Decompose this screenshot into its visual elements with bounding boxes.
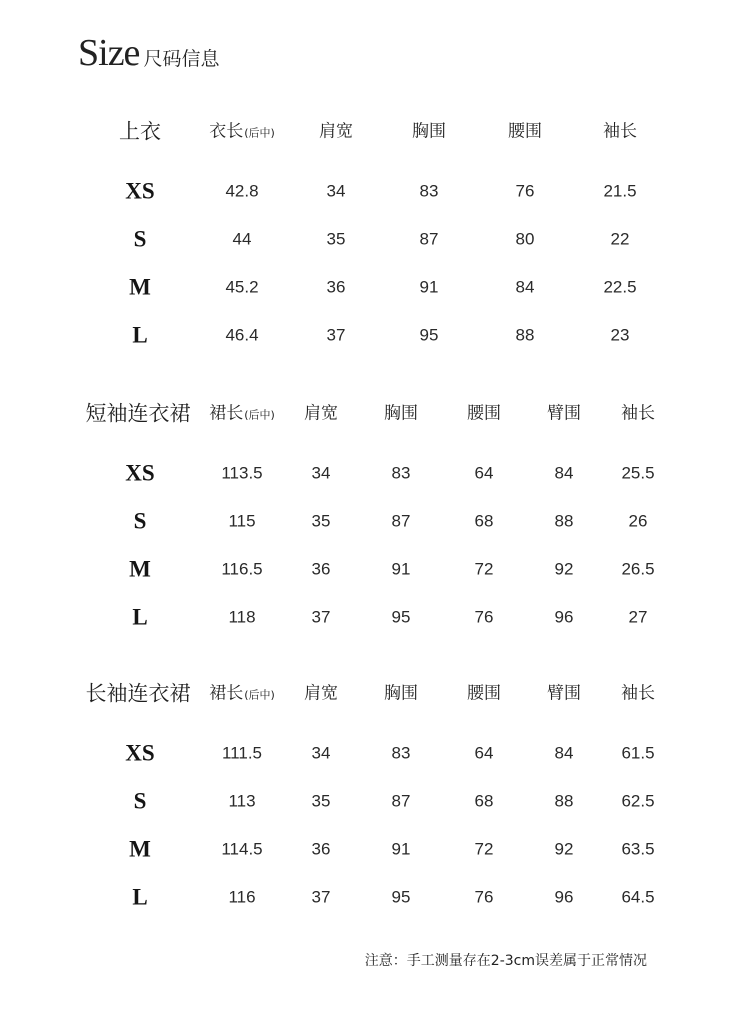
column-header-label: 腰围 — [467, 683, 501, 704]
column-header-label: 臂围 — [547, 683, 581, 704]
measurement-value: 36 — [311, 839, 331, 859]
measurement-value: 83 — [391, 743, 411, 763]
column-header — [304, 683, 338, 704]
measurement-value: 34 — [326, 181, 346, 201]
size-label: L — [132, 322, 148, 348]
size-label: L — [132, 604, 148, 630]
table-title: 短袖连衣裙 — [85, 401, 191, 426]
measurement-value: 72 — [474, 839, 494, 859]
column-header-note: (后中) — [244, 408, 275, 422]
column-header-label: 臂围 — [547, 403, 581, 424]
measurement-value: 36 — [326, 277, 346, 297]
size-label: S — [133, 226, 147, 252]
measurement-value: 72 — [474, 559, 494, 579]
measurement-value: 88 — [515, 325, 535, 345]
measurement-value: 84 — [554, 743, 574, 763]
measurement-value: 22 — [610, 229, 630, 249]
column-header — [467, 683, 501, 704]
measurement-value: 76 — [515, 181, 535, 201]
measurement-value: 111.5 — [221, 743, 263, 763]
measurement-value: 62.5 — [621, 791, 655, 811]
column-header-label: 袖长 — [621, 403, 655, 424]
measurement-value: 42.8 — [225, 181, 259, 201]
measurement-value: 21.5 — [603, 181, 637, 201]
measurement-value: 91 — [391, 559, 411, 579]
size-label: XS — [125, 740, 155, 766]
column-header — [467, 403, 501, 424]
size-label: M — [129, 836, 151, 862]
size-label: S — [133, 788, 147, 814]
column-header-label: 胸围 — [412, 121, 446, 142]
measurement-value: 68 — [474, 511, 494, 531]
measurement-value: 26.5 — [621, 559, 655, 579]
measurement-value: 87 — [391, 791, 411, 811]
size-label: M — [129, 274, 151, 300]
column-header-label: 腰围 — [508, 121, 542, 142]
measurement-value: 88 — [554, 791, 574, 811]
measurement-value: 88 — [554, 511, 574, 531]
column-header — [547, 683, 581, 704]
measurement-value: 46.4 — [225, 325, 259, 345]
column-header — [412, 121, 446, 142]
column-header-label: 胸围 — [384, 683, 418, 704]
measurement-value: 35 — [326, 229, 346, 249]
measurement-value: 83 — [391, 463, 411, 483]
column-header-label: 肩宽 — [304, 403, 338, 424]
measurement-value: 96 — [554, 607, 574, 627]
column-header — [621, 403, 655, 424]
measurement-value: 92 — [554, 839, 574, 859]
measurement-footnote: 注意：手工测量存在2-3cm误差属于正常情况 — [364, 953, 647, 969]
column-header — [319, 121, 353, 142]
measurement-value: 84 — [554, 463, 574, 483]
measurement-value: 63.5 — [621, 839, 655, 859]
measurement-value: 95 — [391, 887, 411, 907]
title-english: Size — [78, 32, 140, 74]
column-header — [621, 683, 655, 704]
measurement-value: 113 — [228, 791, 256, 811]
measurement-value: 26 — [628, 511, 648, 531]
column-header — [508, 121, 542, 142]
measurement-value: 23 — [610, 325, 630, 345]
measurement-value: 45.2 — [225, 277, 259, 297]
column-header-label: 胸围 — [384, 403, 418, 424]
measurement-value: 22.5 — [603, 277, 637, 297]
measurement-value: 27 — [628, 607, 648, 627]
column-header-label: 袖长 — [603, 121, 637, 142]
size-label: L — [132, 884, 148, 910]
measurement-value: 87 — [419, 229, 439, 249]
measurement-value: 64 — [474, 743, 494, 763]
size-label: S — [133, 508, 147, 534]
column-header — [384, 683, 418, 704]
column-header — [603, 121, 637, 142]
measurement-value: 68 — [474, 791, 494, 811]
column-header-label: 衣长 — [209, 121, 244, 142]
measurement-value: 91 — [419, 277, 439, 297]
measurement-value: 116.5 — [221, 559, 263, 579]
column-header-label: 裙长 — [209, 683, 244, 704]
measurement-value: 96 — [554, 887, 574, 907]
column-header-label: 肩宽 — [304, 683, 338, 704]
measurement-value: 116 — [228, 887, 256, 907]
measurement-value: 87 — [391, 511, 411, 531]
measurement-value: 95 — [391, 607, 411, 627]
measurement-value: 76 — [474, 607, 494, 627]
column-header — [547, 403, 581, 424]
column-header-note: (后中) — [244, 126, 275, 140]
column-header-label: 肩宽 — [319, 121, 353, 142]
table-title: 长袖连衣裙 — [85, 681, 191, 706]
measurement-value: 83 — [419, 181, 439, 201]
column-header-label: 裙长 — [209, 403, 244, 424]
size-label: XS — [125, 178, 155, 204]
measurement-value: 114.5 — [221, 839, 263, 859]
measurement-value: 92 — [554, 559, 574, 579]
column-header — [209, 121, 275, 142]
measurement-value: 35 — [311, 511, 331, 531]
measurement-value: 36 — [311, 559, 331, 579]
column-header-label: 腰围 — [467, 403, 501, 424]
measurement-value: 37 — [326, 325, 346, 345]
page-title — [78, 34, 219, 72]
measurement-value: 64.5 — [621, 887, 655, 907]
measurement-value: 118 — [228, 607, 256, 627]
measurement-value: 34 — [311, 463, 331, 483]
table-title: 上衣 — [119, 119, 161, 144]
measurement-value: 76 — [474, 887, 494, 907]
measurement-value: 91 — [391, 839, 411, 859]
measurement-value: 113.5 — [221, 463, 263, 483]
measurement-value: 44 — [232, 229, 252, 249]
size-label: XS — [125, 460, 155, 486]
measurement-value: 37 — [311, 607, 331, 627]
measurement-value: 95 — [419, 325, 439, 345]
column-header — [209, 403, 275, 424]
measurement-value: 37 — [311, 887, 331, 907]
size-label: M — [129, 556, 151, 582]
column-header-label: 袖长 — [621, 683, 655, 704]
measurement-value: 34 — [311, 743, 331, 763]
measurement-value: 61.5 — [621, 743, 655, 763]
measurement-value: 84 — [515, 277, 535, 297]
column-header — [304, 403, 338, 424]
column-header — [209, 683, 275, 704]
measurement-value: 80 — [515, 229, 535, 249]
title-chinese: 尺码信息 — [143, 48, 220, 70]
measurement-value: 64 — [474, 463, 494, 483]
measurement-value: 115 — [228, 511, 256, 531]
measurement-value: 35 — [311, 791, 331, 811]
column-header-note: (后中) — [244, 688, 275, 702]
column-header — [384, 403, 418, 424]
measurement-value: 25.5 — [621, 463, 655, 483]
